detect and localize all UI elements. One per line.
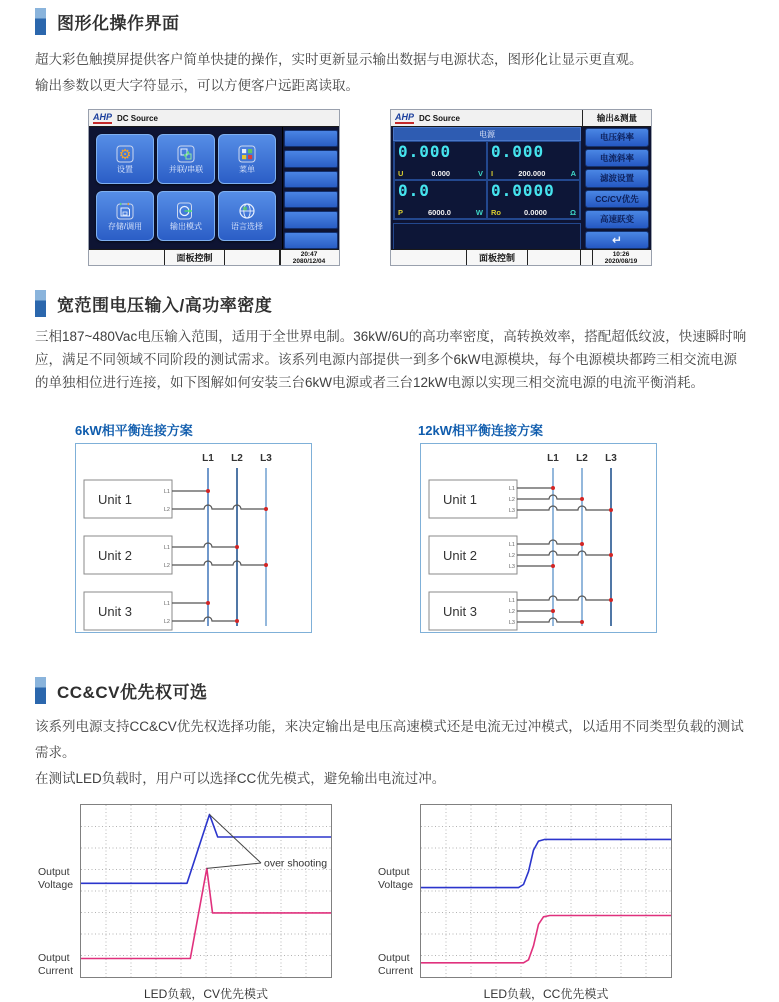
reading-value: 0.000 [491, 142, 545, 161]
section-bar-icon [35, 677, 46, 704]
menu-button [218, 134, 276, 184]
reading-unit: W [475, 208, 483, 217]
reading-power [394, 180, 487, 219]
softkey-current-slew: 电流斜率 [585, 149, 649, 168]
output-voltage-label: Output Voltage [378, 866, 414, 891]
menu-grid-icon [237, 144, 257, 164]
unit-label: Unit 3 [443, 604, 477, 619]
terminal-tag: L1 [163, 601, 170, 607]
section-header-cccv [35, 677, 779, 704]
softkey-voltage-slew: 电压斜率 [585, 128, 649, 147]
unit-label: Unit 3 [98, 604, 132, 619]
output-current-label: Output Current [378, 952, 414, 977]
panel-control-label: 面板控制 [176, 253, 213, 263]
terminal-tag: L2 [163, 507, 170, 513]
unit-label: Unit 2 [443, 548, 477, 563]
unit-label: Unit 2 [98, 548, 132, 563]
statusbar-cell [225, 250, 280, 265]
section-bar-icon [35, 8, 46, 35]
output-mode-icon [176, 201, 196, 221]
terminal-tag: L1 [508, 598, 515, 604]
reading-unit: Ω [569, 208, 576, 217]
overshoot-annotation: over shooting [264, 857, 328, 870]
reading-current [487, 141, 580, 180]
section-header-gui [35, 0, 779, 35]
terminal-tag: L2 [163, 619, 170, 625]
blank-softkey [284, 191, 338, 208]
clock-datetime [280, 250, 339, 265]
terminal-tag: L3 [508, 564, 515, 570]
softkey-column [282, 127, 339, 249]
wiring-diagrams-row [75, 443, 779, 633]
button-label: 语言选择 [231, 222, 263, 231]
screen-title: DC Source [419, 113, 460, 123]
screen-title: DC Source [117, 113, 158, 123]
parallel-series-icon [176, 144, 196, 164]
reading-unit: V [477, 169, 483, 178]
reading-label: U [398, 169, 404, 178]
terminal-tag: L1 [163, 489, 170, 495]
save-recall-button [96, 191, 154, 241]
reading-setpoint: 0.000 [431, 169, 451, 178]
chart-plot-area [420, 804, 672, 978]
terminal-tag: L2 [163, 563, 170, 569]
diagram-title-6kw: 6kW相平衡连接方案 [75, 423, 193, 438]
screen-statusbar [89, 249, 339, 265]
save-recall-icon [115, 201, 135, 221]
menu-header: 输出&测量 [582, 110, 651, 127]
terminal-tag: L3 [508, 508, 515, 514]
clock-time: 10:26 [612, 250, 630, 258]
terminal-tag: L2 [508, 497, 515, 503]
reading-value: 0.000 [398, 142, 452, 161]
diagram-title-12kw: 12kW相平衡连接方案 [418, 423, 543, 438]
chart-plot-area [80, 804, 332, 978]
button-label: 存储/调用 [107, 222, 143, 231]
blank-softkey [284, 130, 338, 147]
section-title: 宽范围电压输入/高功率密度 [57, 296, 273, 315]
panel-control-label: 面板控制 [478, 253, 515, 263]
statusbar-cell [165, 250, 226, 265]
paragraph: 三相187~480Vac电压输入范围，适用于全世界电制。36kW/6U的高功率密度，高转换效率，搭配超低纹波，快速瞬时响应，满足不同领域不同阶段的测试需求。该系列电源内部提供一到多个6kW电源模块，每个电源模块都跨三相交流电源的单独相位进行连接，如下图解如何安装三台6kW电源或者三台12kW电源以实现三相交流电源的电流平衡消耗。 [35, 329, 747, 390]
statusbar-cell [467, 250, 528, 265]
chart-axis-labels [378, 804, 420, 1002]
phase-label: L2 [576, 453, 588, 464]
reading-setpoint: 6000.0 [427, 208, 451, 217]
phase-label: L1 [202, 453, 214, 464]
brand-logo: AHP [395, 111, 415, 122]
reading-value: 0.0000 [491, 181, 555, 200]
button-label: 设置 [117, 165, 133, 174]
screenshots-row [88, 109, 779, 266]
statusbar-cell [391, 250, 467, 265]
reading-voltage [394, 141, 487, 180]
section-header-voltage [35, 290, 779, 317]
gear-icon [115, 144, 135, 164]
readings-grid [393, 141, 581, 220]
reading-label: P [398, 208, 404, 217]
touchscreen-measure-screenshot [390, 109, 652, 266]
reading-unit: A [570, 169, 576, 178]
clock-datetime [592, 250, 651, 265]
terminal-tag: L3 [508, 620, 515, 626]
softkey-column [583, 127, 651, 249]
parallel-series-button [157, 134, 215, 184]
reading-label: I [491, 169, 494, 178]
blank-softkey [284, 171, 338, 188]
blank-softkey [284, 150, 338, 167]
return-icon: ↵ [585, 231, 649, 250]
terminal-tag: L1 [508, 542, 515, 548]
statusbar-cell [89, 250, 165, 265]
paragraph-line: 输出参数以更大字符显示，可以方便客户远距离读取。 [35, 78, 359, 93]
screen-titlebar [89, 110, 339, 127]
unit-label: Unit 1 [443, 492, 477, 507]
reading-value: 0.0 [398, 181, 430, 200]
button-label: 菜单 [239, 165, 255, 174]
output-current-label: Output Current [38, 952, 74, 977]
chart-cv-priority [38, 804, 332, 1002]
reading-resistance [487, 180, 580, 219]
chart-axis-labels [38, 804, 80, 1002]
section-title: 图形化操作界面 [57, 14, 180, 33]
output-mode-button [157, 191, 215, 241]
section-bar-icon [35, 290, 46, 317]
blank-softkey [284, 232, 338, 249]
chart-cc-priority [378, 804, 672, 1002]
language-globe-icon [237, 201, 257, 221]
phase-label: L3 [605, 453, 617, 464]
softkey-cccv-priority: CC/CV优先 [585, 190, 649, 209]
chart-caption: LED负载，CC优先模式 [483, 987, 609, 1001]
screen-statusbar [391, 249, 651, 265]
paragraph-line: 在测试LED负载时，用户可以选择CC优先模式，避免输出电流过冲。 [35, 771, 446, 786]
brand-logo: AHP [93, 111, 113, 122]
touchscreen-menu-screenshot [88, 109, 340, 266]
panel-title: 电源 [393, 127, 581, 141]
reading-setpoint: 200.000 [518, 169, 546, 178]
clock-time: 20:47 [300, 250, 318, 258]
svg-text:⚙: ⚙ [118, 146, 132, 162]
unit-label: Unit 1 [98, 492, 132, 507]
paragraph-line: 该系列电源支持CC&CV优先权选择功能，来决定输出是电压高速模式还是电流无过冲模式，以适用不同类型负载的测试需求。 [35, 719, 744, 760]
chart-caption: LED负载，CV优先模式 [143, 987, 268, 1001]
softkey-fast-transient: 高速跃变 [585, 210, 649, 229]
measure-panel [393, 127, 581, 249]
paragraph-line: 超大彩色触摸屏提供客户简单快捷的操作，实时更新显示输出数据与电源状态，图形化让显示更直观。 [35, 52, 643, 67]
output-voltage-label: Output Voltage [38, 866, 74, 891]
button-label: 并联/串联 [168, 165, 204, 174]
phase-label: L1 [547, 453, 559, 464]
terminal-tag: L2 [508, 553, 515, 559]
language-select-button [218, 191, 276, 241]
button-label: 输出模式 [170, 222, 202, 231]
wiring-diagram-12kw [420, 443, 657, 633]
statusbar-cell [528, 250, 581, 265]
terminal-tag: L1 [163, 545, 170, 551]
settings-button [96, 134, 154, 184]
clock-date: 2020/08/19 [604, 257, 638, 265]
menu-button-grid [89, 127, 281, 249]
terminal-tag: L1 [508, 486, 515, 492]
softkey-filter-settings: 滤波设置 [585, 169, 649, 188]
section-title: CC&CV优先权可选 [57, 683, 208, 702]
clock-date: 2080/12/04 [292, 257, 326, 265]
wiring-diagram-6kw [75, 443, 312, 633]
reading-setpoint: 0.0000 [524, 208, 547, 217]
terminal-tag: L2 [508, 609, 515, 615]
blank-softkey [284, 211, 338, 228]
phase-label: L3 [260, 453, 272, 464]
reading-label: Ro [491, 208, 501, 217]
charts-row [38, 804, 779, 1002]
phase-label: L2 [231, 453, 243, 464]
